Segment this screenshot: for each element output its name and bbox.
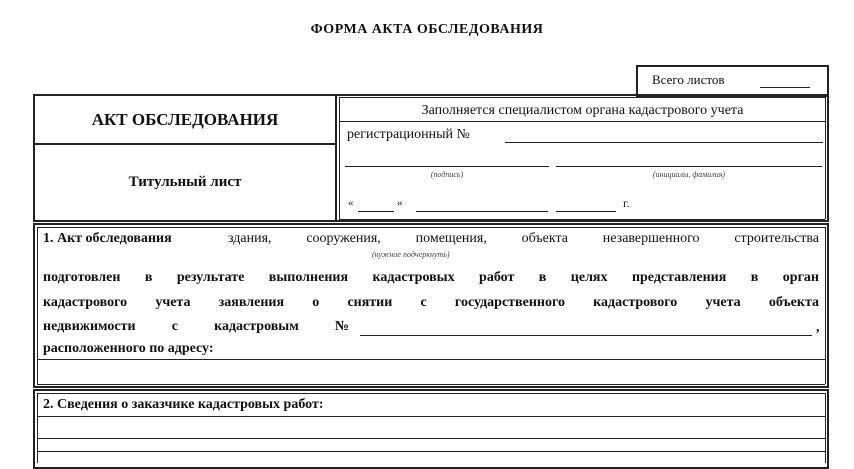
section2-inner-frame-left — [37, 393, 38, 463]
section2-title-underline — [37, 416, 825, 417]
customer-info-line-2[interactable] — [37, 451, 825, 452]
section2-inner-frame-top — [37, 393, 825, 394]
left-header-divider — [35, 143, 335, 145]
section2-inner-frame-right — [825, 393, 826, 463]
section1-inner-frame-bottom — [37, 384, 825, 385]
date-year-line[interactable] — [556, 211, 616, 212]
header-divider — [335, 95, 337, 221]
filled-by-underline — [339, 121, 825, 122]
section1-line4: расположенного по адресу: — [43, 341, 214, 356]
reg-number-input-line[interactable] — [505, 142, 823, 143]
reg-number-label: регистрационный № — [347, 127, 470, 142]
section1-line2: кадастрового учета заявления о снятии с государственного кадастрового учета объекта — [43, 295, 819, 310]
signature-line[interactable] — [345, 166, 549, 167]
section1-line1: подготовлен в результате выполнения кадастровых работ в целях представления в орган — [43, 270, 819, 285]
filled-by-note: Заполняется специалистом органа кадастрового учета — [421, 103, 744, 118]
initials-caption: (инициалы, фамилия) — [652, 170, 726, 179]
customer-info-line-1[interactable] — [37, 438, 825, 439]
date-day-line[interactable] — [358, 211, 394, 212]
section1-line3-label: недвижимости с кадастровым № — [43, 319, 349, 334]
section1-inner-frame-right — [825, 227, 826, 384]
address-line-divider — [37, 359, 825, 360]
total-sheets-input-line[interactable] — [760, 87, 810, 88]
section2-title: 2. Сведения о заказчике кадастровых работ: — [43, 397, 324, 412]
signature-caption: (подпись) — [430, 170, 464, 179]
date-close-quote: » — [397, 197, 403, 209]
inner-right-frame-bottom — [339, 219, 825, 220]
date-open-quote: « — [348, 197, 354, 209]
section1-line3-comma: , — [816, 320, 820, 335]
section1-underline-caption: (нужное подчеркнуть) — [372, 250, 450, 259]
date-month-line[interactable] — [416, 211, 548, 212]
form-title: ФОРМА АКТА ОБСЛЕДОВАНИЯ — [310, 22, 544, 37]
initials-line[interactable] — [556, 166, 822, 167]
section1-inner-frame-top — [37, 227, 825, 228]
section1-inner-frame-left — [37, 227, 38, 384]
inner-right-frame-top — [339, 97, 825, 98]
title-page-label: Титульный лист — [128, 174, 242, 190]
cadastral-number-input-line[interactable] — [360, 335, 812, 336]
total-sheets-label: Всего листов — [652, 72, 725, 87]
act-title: АКТ ОБСЛЕДОВАНИЯ — [91, 110, 279, 129]
section1-title: 1. Акт обследования — [43, 231, 172, 246]
date-year-suffix: г. — [623, 196, 630, 210]
inner-right-frame-r — [825, 97, 826, 219]
section1-object-types: здания, сооружения, помещения, объекта незавершенного строительства — [228, 231, 819, 246]
total-sheets-box — [636, 65, 829, 97]
